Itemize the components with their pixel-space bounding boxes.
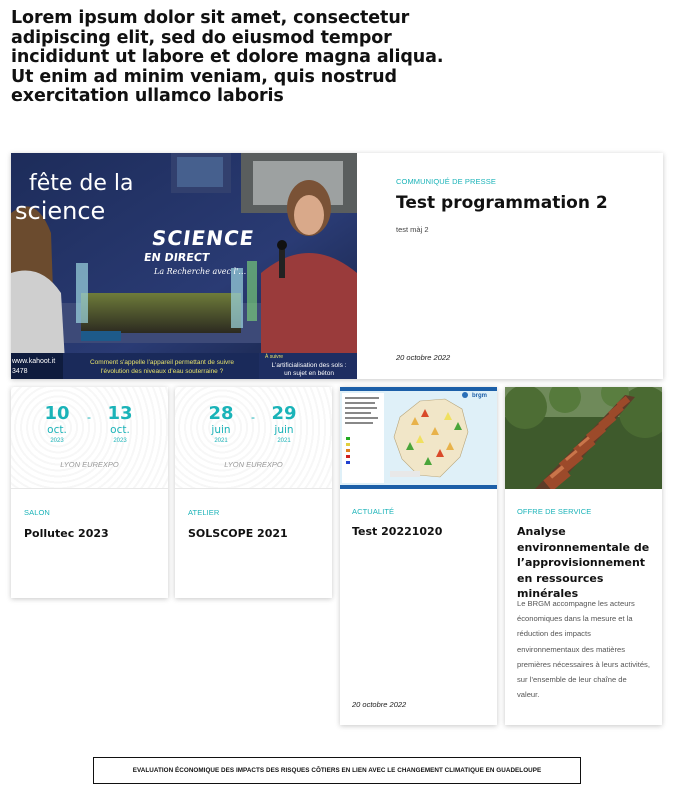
event-start-date — [201, 404, 241, 446]
ticker-right — [261, 353, 357, 379]
ticker-center — [67, 358, 257, 376]
news-date: 20 octobre 2022 — [352, 700, 407, 709]
science-logo-line2: EN DIRECT — [143, 251, 211, 264]
banner-fete-line1: fête de la — [29, 171, 134, 196]
news-tag: OFFRE DE SERVICE — [517, 507, 592, 516]
event-dates — [175, 404, 332, 448]
event-tag: SALON — [24, 508, 50, 517]
start-month: oct. — [47, 424, 67, 436]
news-tag: ACTUALITÉ — [352, 507, 395, 516]
date-separator: - — [87, 410, 91, 424]
featured-tag: COMMUNIQUÉ DE PRESSE — [396, 177, 496, 186]
event-date-panel — [175, 387, 332, 489]
france-map-image — [340, 387, 497, 489]
mining-thumbnail[interactable] — [505, 387, 662, 489]
event-place: LYON EUREXPO — [60, 460, 119, 469]
end-day: 13 — [107, 403, 133, 424]
end-year: 2021 — [277, 438, 291, 444]
ticker-center-line2: l'évolution des niveaux d'eau souterraine ? — [100, 368, 224, 375]
ticker-center-line1: Comment s'appelle l'appareil permettant de suivre — [89, 359, 235, 366]
event-title[interactable]: Pollutec 2023 — [24, 527, 109, 540]
ticker-left-code: 3478 — [12, 368, 28, 375]
ticker-left — [12, 357, 55, 377]
event-start-date — [37, 404, 77, 446]
date-separator: - — [251, 410, 255, 424]
news-card-test[interactable] — [340, 387, 497, 725]
science-logo-line3: La Recherche avec l'… — [154, 267, 247, 276]
event-tag: ATELIER — [188, 508, 220, 517]
ore-train-image — [505, 387, 662, 489]
featured-card[interactable] — [11, 153, 663, 379]
start-year: 2023 — [50, 438, 64, 444]
end-month: juin — [274, 424, 294, 436]
news-title[interactable]: Analyse environnementale de l’approvisionnement en ressources minérales — [517, 525, 650, 600]
brgm-logo: brgm — [472, 393, 487, 399]
banner-fete-line2: science — [15, 197, 106, 225]
ticker-right-line1: L'artificialisation des sols : — [271, 361, 347, 369]
ticker-right-line2: un sujet en béton — [284, 370, 334, 377]
start-year: 2021 — [214, 438, 228, 444]
featured-video-thumbnail[interactable] — [11, 153, 357, 379]
event-date-panel — [11, 387, 168, 489]
event-card-solscope[interactable] — [175, 387, 332, 598]
event-end-date — [100, 404, 140, 446]
news-card-analyse[interactable] — [505, 387, 662, 725]
featured-date: 20 octobre 2022 — [396, 353, 451, 362]
featured-subtitle: test màj 2 — [396, 225, 429, 234]
news-excerpt: Le BRGM accompagne les acteurs économiques dans la mesure et la réduction des impacts environnementaux des matières premières nécessaires à leurs activités, sur l’ensemble de leur chaîne de valeur. — [517, 599, 650, 700]
start-month: juin — [211, 424, 231, 436]
related-project-link[interactable]: EVALUATION ÉCONOMIQUE DES IMPACTS DES RISQUES CÔTIERS EN LIEN AVEC LE CHANGEMENT CLIMATIQUE EN GUADELOUPE — [93, 757, 581, 784]
page-headline: Lorem ipsum dolor sit amet, consectetur adipiscing elit, sed do eiusmod tempor incididunt ut labore et dolore magna aliqua. Ut enim ad minim veniam, quis nostrud exercitation ullamco laboris — [11, 8, 444, 107]
news-title[interactable]: Test 20221020 — [352, 525, 443, 538]
event-title[interactable]: SOLSCOPE 2021 — [188, 527, 288, 540]
event-place: LYON EUREXPO — [224, 460, 283, 469]
event-dates — [11, 404, 168, 448]
map-thumbnail[interactable] — [340, 387, 497, 489]
end-month: oct. — [110, 424, 130, 436]
science-logo-line1: SCIENCE — [150, 226, 256, 250]
ticker-right-label: À suivre — [265, 354, 284, 360]
ticker-left-url: www.kahoot.it — [12, 358, 56, 365]
end-year: 2023 — [113, 438, 127, 444]
start-day: 10 — [44, 403, 70, 424]
event-end-date — [264, 404, 304, 446]
start-day: 28 — [208, 403, 234, 424]
end-day: 29 — [271, 403, 297, 424]
featured-title[interactable]: Test programmation 2 — [396, 193, 608, 213]
event-card-pollutec[interactable] — [11, 387, 168, 598]
